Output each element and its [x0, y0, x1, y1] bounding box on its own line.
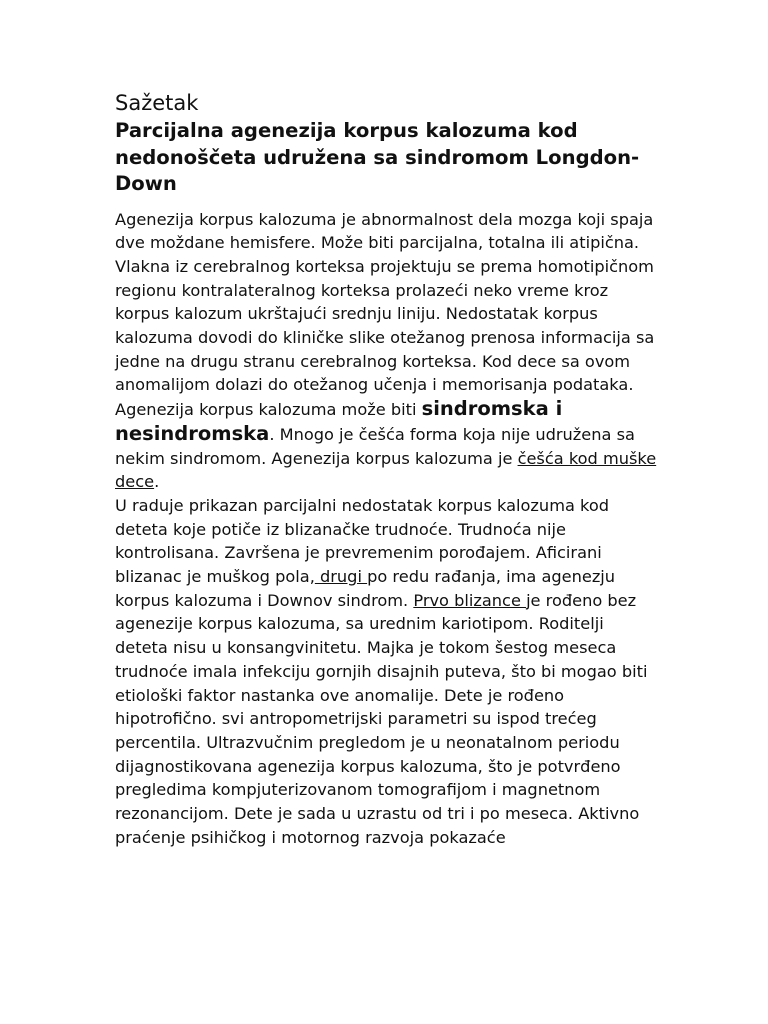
document-body [115, 88, 660, 849]
paragraph-intro: Agenezija korpus kalozuma je abnormalnost dela mozga koji spaja dve moždane hemisfere. Može biti parcijalna, totalna ili atipična. Vlakna iz cerebralnog korteksa projektuju se prema homotipičnom regionu kontralateralnog korteksa prolazeći neko vreme kroz korpus kalozum ukrštajući srednju liniju. Nedostatak korpus kalozuma dovodi do kliničke slike otežanog prenosa informacija sa jedne na drugu stranu cerebralnog korteksa. Kod dece sa ovom anomalijom dolazi do otežanog učenja i memorisanja podataka. [115, 209, 655, 395]
section-heading: Sažetak [115, 91, 199, 115]
emphasized-text: sindromska i nesindromska [115, 397, 563, 445]
text-run: Agenezija korpus kalozuma može biti [115, 400, 422, 420]
underlined-text: češća kod muške dece [115, 448, 657, 492]
text-run: . [154, 472, 160, 492]
paragraph-classification [115, 397, 660, 494]
text-run: . Mnogo je češća forma koja nije udružena sa nekim sindromom. Agenezija korpus kalozuma je [115, 424, 635, 468]
text-run: je rođeno bez agenezije korpus kalozuma, sa urednim kariotipom. Roditelji deteta nisu u konsangvinitetu. Majka je tokom šestog meseca trudnoće imala infekciju gornjih disajnih puteva, što bi mogao biti etiološki faktor nastanka ove anomalije. Dete je rođeno hipotrofično. svi antropometrijski parametri su ispod trećeg percentila. Ultrazvučnim pregledom je u neonatalnom periodu dijagnostikovana agenezija korpus kalozuma, što je potvrđeno pregledima kompjuterizovanom tomografijom i magnetnom rezonancijom. Dete je sada u uzrastu od tri i po meseca. Aktivno praćenje psihičkog i motornog razvoja pokazaće [115, 590, 648, 847]
underlined-text: drugi [314, 567, 368, 587]
text-run: U raduje prikazan parcijalni nedostatak korpus kalozuma kod deteta koje potiče iz blizanačke trudnoće. Trudnoća nije kontrolisana. Završena je prevremenim porođajem. Aficirani blizanac je muškog pola, [115, 495, 610, 587]
text-run: po redu rađanja, ima agenezju korpus kalozuma i Downov sindrom. [115, 567, 616, 610]
document-title: Parcijalna agenezija korpus kalozuma kod nedonoščeta udružena sa sindromom Longdon-Down [115, 119, 640, 195]
paragraph-case-report [115, 494, 660, 850]
underlined-text: Prvo blizance [413, 590, 527, 610]
